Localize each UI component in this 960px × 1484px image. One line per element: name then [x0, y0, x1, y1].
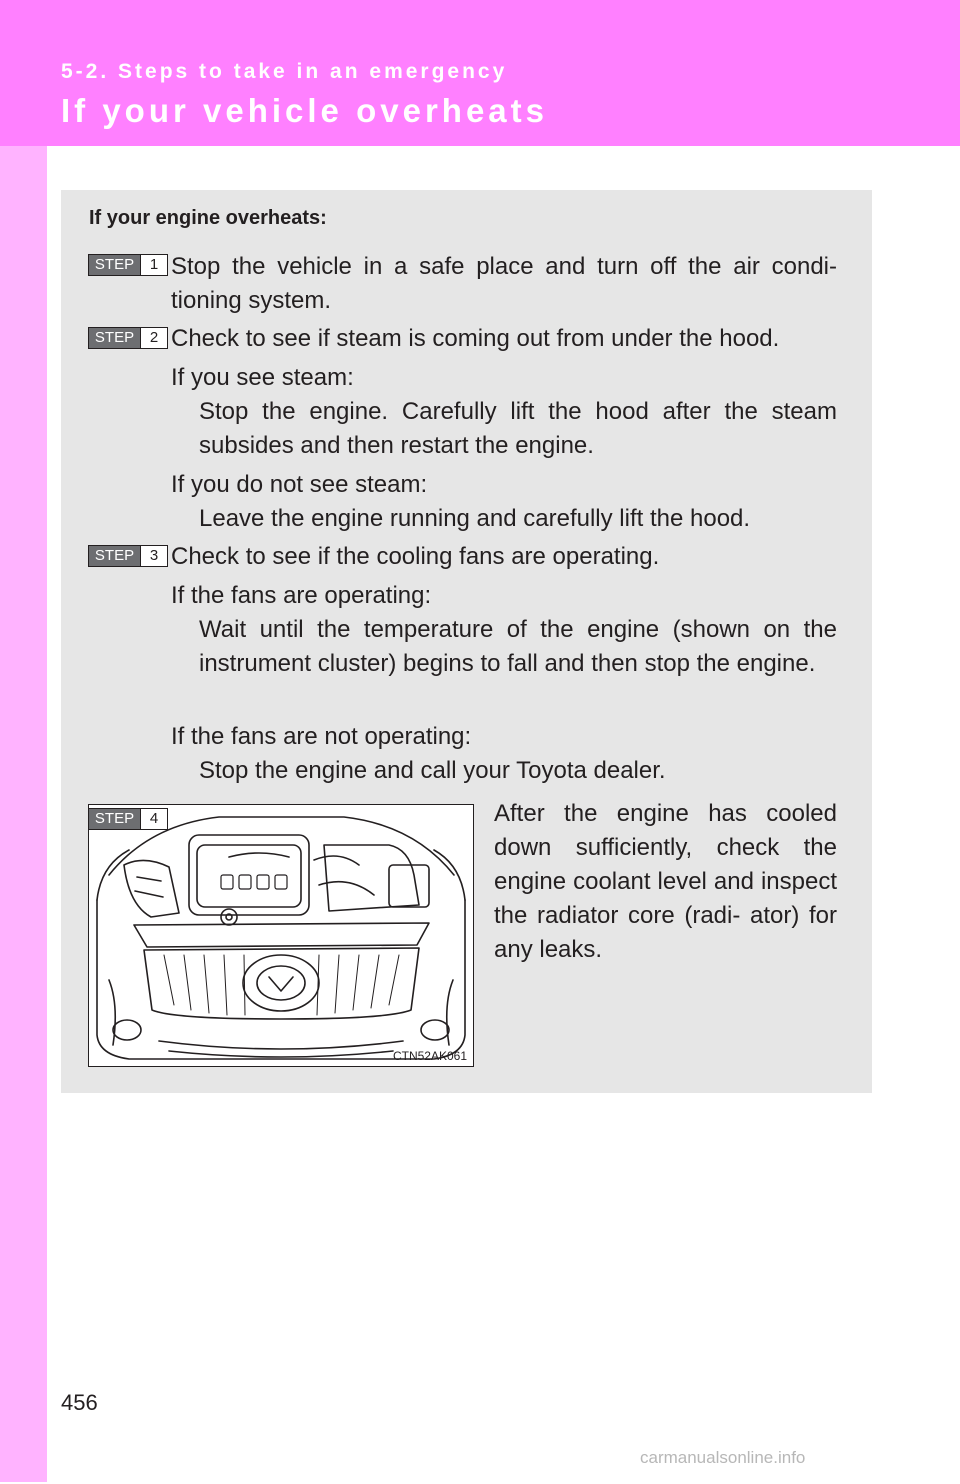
step-3-action-2: Stop the engine and call your Toyota dealer.: [199, 757, 666, 784]
step-word: STEP: [89, 328, 140, 348]
step-3-action-1: Wait until the temperature of the engine (shown on the instrument cluster) begins to fall and then stop the engine.: [199, 616, 837, 677]
step-1-text: Stop the vehicle in a safe place and turn off the air condi- tioning system.: [171, 253, 837, 314]
section-label: 5-2. Steps to take in an emergency: [61, 60, 508, 83]
step-number: 2: [140, 328, 167, 348]
step-number: 1: [140, 255, 167, 275]
step-3-condition-1: If the fans are operating:: [171, 582, 432, 609]
watermark: carmanualsonline.info: [640, 1448, 806, 1467]
step-2-condition-2: If you do not see steam:: [171, 471, 428, 498]
step-3-tag: [88, 545, 168, 567]
procedure-subheading: If your engine overheats:: [89, 207, 327, 229]
page-number: 456: [61, 1390, 98, 1415]
step-2-text: Check to see if steam is coming out from under the hood.: [171, 325, 780, 352]
engine-bay-illustration: [88, 804, 474, 1067]
page-header: [0, 0, 960, 146]
step-4-tag: [88, 808, 168, 830]
step-3-condition-2: If the fans are not operating:: [171, 723, 472, 750]
engine-bay-drawing: [89, 805, 473, 1066]
step-word: STEP: [89, 809, 140, 829]
step-number: 3: [140, 546, 167, 566]
step-2-action-2: Leave the engine running and carefully lift the hood.: [199, 505, 751, 532]
side-tab-band: [0, 0, 47, 1482]
page-title: If your vehicle overheats: [61, 92, 548, 129]
step-2-condition-1: If you see steam:: [171, 364, 354, 391]
step-word: STEP: [89, 546, 140, 566]
step-2-tag: [88, 327, 168, 349]
illustration-code: CTN52AK061: [392, 1049, 467, 1063]
step-4-text: After the engine has cooled down sufficiently, check the engine coolant level and inspect the radiator core (radi- ator) for any leaks.: [494, 800, 837, 963]
step-word: STEP: [89, 255, 140, 275]
step-number: 4: [140, 809, 167, 829]
step-2-action-1: Stop the engine. Carefully lift the hood after the steam subsides and then restart the engine.: [199, 398, 837, 459]
step-3-text: Check to see if the cooling fans are operating.: [171, 543, 660, 570]
step-1-tag: [88, 254, 168, 276]
